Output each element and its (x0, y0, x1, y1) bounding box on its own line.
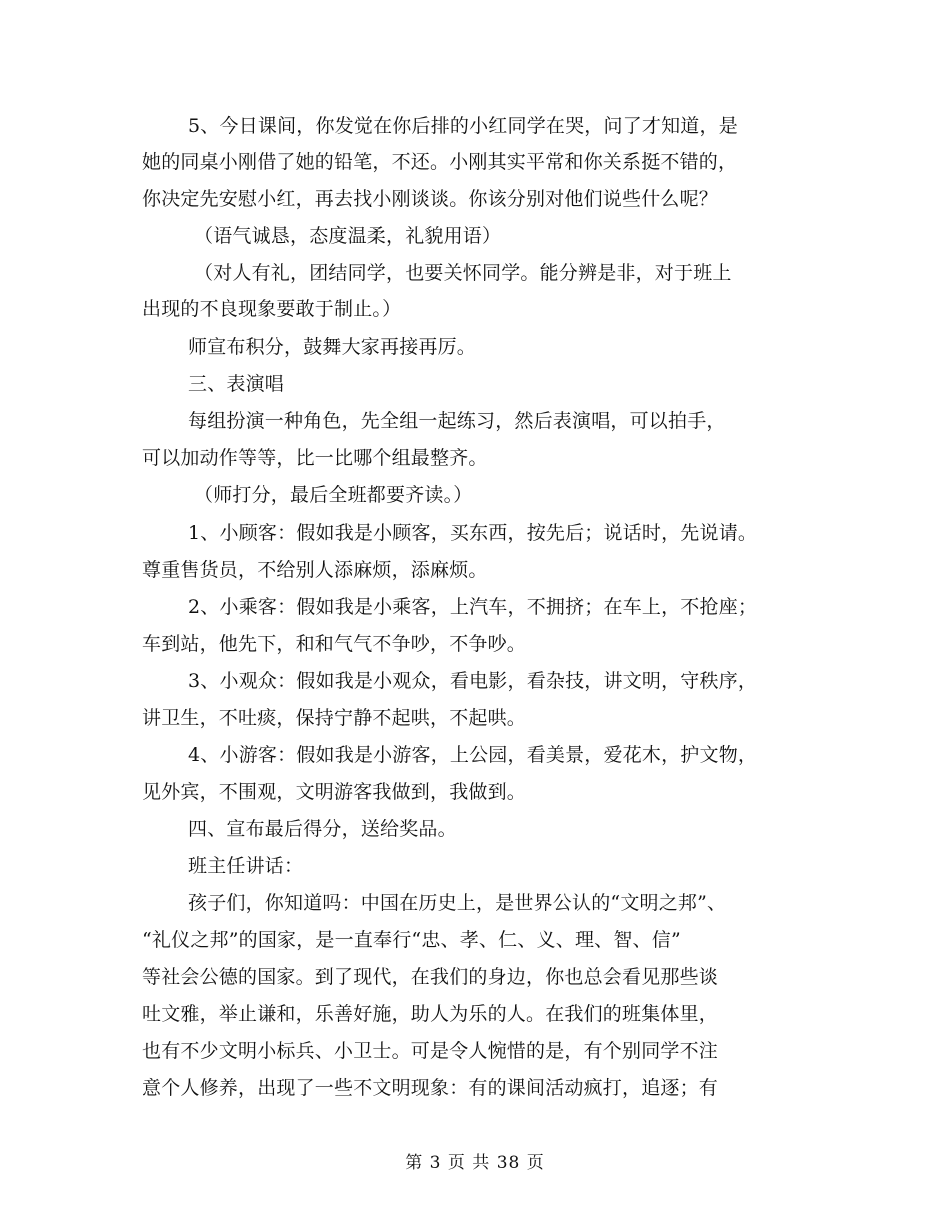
paragraph-line: （师打分，最后全班都要齐读。） (194, 484, 473, 506)
paragraph-line: 车到站，他先下，和和气气不争吵，不争吵。 (142, 633, 527, 655)
paragraph-line: 意个人修养，出现了一些不文明现象：有的课间活动疯打，追逐；有 (142, 1077, 719, 1099)
paragraph-line: 5、今日课间，你发觉在你后排的小红同学在哭，问了才知道，是 (188, 115, 738, 137)
paragraph-line: 3、小观众：假如我是小观众，看电影，看杂技，讲文明，守秩序， (188, 670, 758, 692)
section-heading: 三、表演唱 (188, 373, 285, 395)
paragraph-line: 见外宾，不围观，文明游客我做到，我做到。 (142, 781, 527, 803)
paragraph-line: 可以加动作等等，比一比哪个组最整齐。 (142, 447, 488, 469)
paragraph-line: 你决定先安慰小红，再去找小刚谈谈。你该分别对他们说些什么呢？ (142, 188, 719, 210)
paragraph-line: （语气诚恳，态度温柔，礼貌用语） (194, 225, 502, 247)
paragraph-line: 2、小乘客：假如我是小乘客，上汽车，不拥挤；在车上，不抢座； (188, 596, 758, 618)
paragraph-line: “礼仪之邦”的国家，是一直奉行“忠、孝、仁、义、理、智、信” (142, 929, 681, 951)
paragraph-line: （对人有礼，团结同学，也要关怀同学。能分辨是非，对于班上 (194, 262, 732, 284)
paragraph-line: 班主任讲话： (188, 855, 304, 877)
paragraph-line: 她的同桌小刚借了她的铅笔，不还。小刚其实平常和你关系挺不错的， (142, 151, 738, 173)
paragraph-line: 4、小游客：假如我是小游客，上公园，看美景，爱花木，护文物， (188, 744, 758, 766)
paragraph-line: 尊重售货员，不给别人添麻烦，添麻烦。 (142, 559, 488, 581)
paragraph-line: 孩子们，你知道吗：中国在历史上，是世界公认的“文明之邦”、 (188, 892, 727, 914)
paragraph-line: 1、小顾客：假如我是小顾客，买东西，按先后；说话时，先说请。 (188, 522, 758, 544)
section-heading: 四、宣布最后得分，送给奖品。 (188, 818, 457, 840)
paragraph-line: 也有不少文明小标兵、小卫士。可是令人惋惜的是，有个别同学不注 (142, 1040, 719, 1062)
paragraph-line: 讲卫生，不吐痰，保持宁静不起哄，不起哄。 (142, 707, 527, 729)
paragraph-line: 每组扮演一种角色，先全组一起练习，然后表演唱，可以拍手， (188, 410, 726, 432)
paragraph-line: 师宣布积分，鼓舞大家再接再厉。 (188, 336, 477, 358)
paragraph-line: 出现的不良现象要敢于制止。） (142, 298, 402, 320)
page-number-footer: 第 3 页 共 38 页 (405, 1153, 545, 1173)
paragraph-line: 等社会公德的国家。到了现代，在我们的身边，你也总会看见那些谈 (142, 966, 719, 988)
paragraph-line: 吐文雅，举止谦和，乐善好施，助人为乐的人。在我们的班集体里， (142, 1003, 719, 1025)
